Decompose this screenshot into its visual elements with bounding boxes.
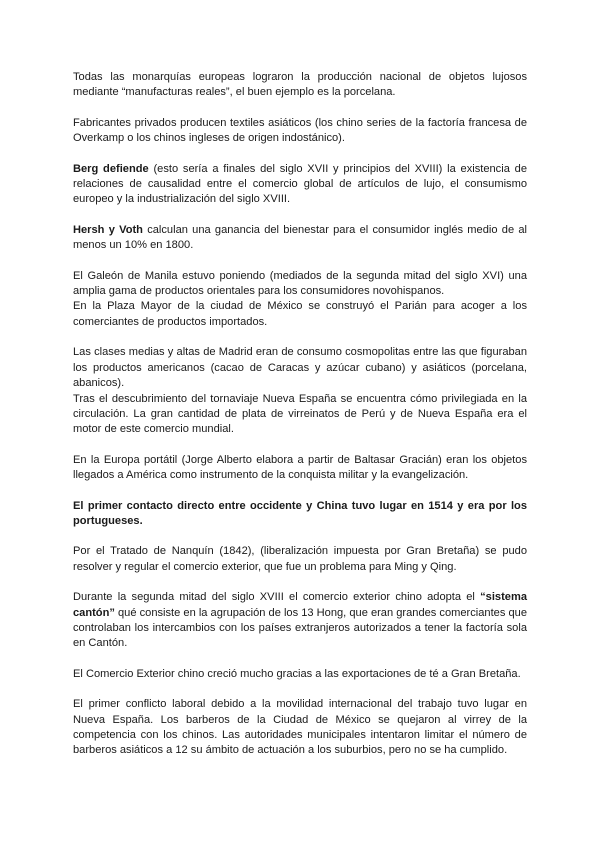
sistema-canton-bold: “sistema cantón” xyxy=(73,591,527,619)
paragraph-textiles-asiaticos: Fabricantes privados producen textiles asiáticos (los chino series de la factoría francesa de Overkamp o los chinos ingleses de origen indostánico). xyxy=(73,116,527,145)
berg-text: (esto sería a finales del siglo XVII y principios del XVIII) la existencia de relaciones de causalidad entre el comercio global de artículos de lujo, el consumismo europeo y la industrialización del siglo XVIII. xyxy=(73,162,527,206)
hersh-voth-bold: Hersh y Voth xyxy=(73,223,143,236)
paragraph-conflicto-laboral: El primer conflicto laboral debido a la movilidad internacional del trabajo tuvo lugar en Nueva España. Los barberos de la Ciudad de México se quejaron al virrey de la competencia con los chinos. Las autoridades municipales intentaron limitar el número de barberos asiáticos a 12 su ámbito de actuación a los suburbios, pero no se ha cumplido. xyxy=(73,698,527,757)
paragraph-sistema-canton xyxy=(73,590,527,652)
paragraph-parian: En la Plaza Mayor de la ciudad de México se construyó el Parián para acoger a los comerciantes de productos importados. xyxy=(73,300,527,328)
document-body xyxy=(73,70,527,774)
berg-bold: Berg defiende xyxy=(73,162,149,175)
paragraph-tratado-nanquin: Por el Tratado de Nanquín (1842), (liberalización impuesta por Gran Bretaña) se pudo resolver y regular el comercio exterior, que fue un problema para Ming y Qing. xyxy=(73,545,527,573)
paragraph-tornaviaje: Tras el descubrimiento del tornaviaje Nueva España se encuentra cómo privilegiada en la circulación. La gran cantidad de plata de virreinatos de Perú y de Nueva España era el motor de este comercio mundial. xyxy=(73,392,527,436)
paragraph-europa-portatil: En la Europa portátil (Jorge Alberto elabora a partir de Baltasar Gracián) eran los objetos llegados a América como instrumento de la conquista militar y la evangelización. xyxy=(73,453,527,482)
paragraph-galeon-manila: El Galeón de Manila estuvo poniendo (mediados de la segunda mitad del siglo XVI) una amplia gama de productos orientales para los consumidores novohispanos. xyxy=(73,269,527,298)
sistema-canton-text: qué consiste en la agrupación de los 13 Hong, que eran grandes comerciantes que controlaban los intercambios con los países extranjeros autorizados a tener la factoría sola en Cantón. xyxy=(73,606,527,650)
paragraph-primer-contacto: El primer contacto directo entre occidente y China tuvo lugar en 1514 y era por los portugueses. xyxy=(73,499,527,527)
hersh-voth-text: calculan una ganancia del bienestar para el consumidor inglés medio de al menos un 10% en 1800. xyxy=(73,223,528,252)
paragraph-comercio-exterior: El Comercio Exterior chino creció mucho gracias a las exportaciones de té a Gran Bretaña. xyxy=(73,667,521,680)
paragraph-berg xyxy=(73,162,527,208)
paragraph-manufacturas-reales: Todas las monarquías europeas lograron la producción nacional de objetos lujosos mediante “manufacturas reales”, el buen ejemplo es la porcelana. xyxy=(73,71,527,99)
paragraph-hersh-voth xyxy=(73,223,527,254)
paragraph-madrid: Las clases medias y altas de Madrid eran de consumo cosmopolitas entre las que figuraban los productos americanos (cacao de Caracas y azúcar cubano) y asiáticos (porcelana, abanicos). xyxy=(73,346,527,390)
sistema-canton-pre: Durante la segunda mitad del siglo XVIII el comercio exterior chino adopta el xyxy=(73,591,481,604)
